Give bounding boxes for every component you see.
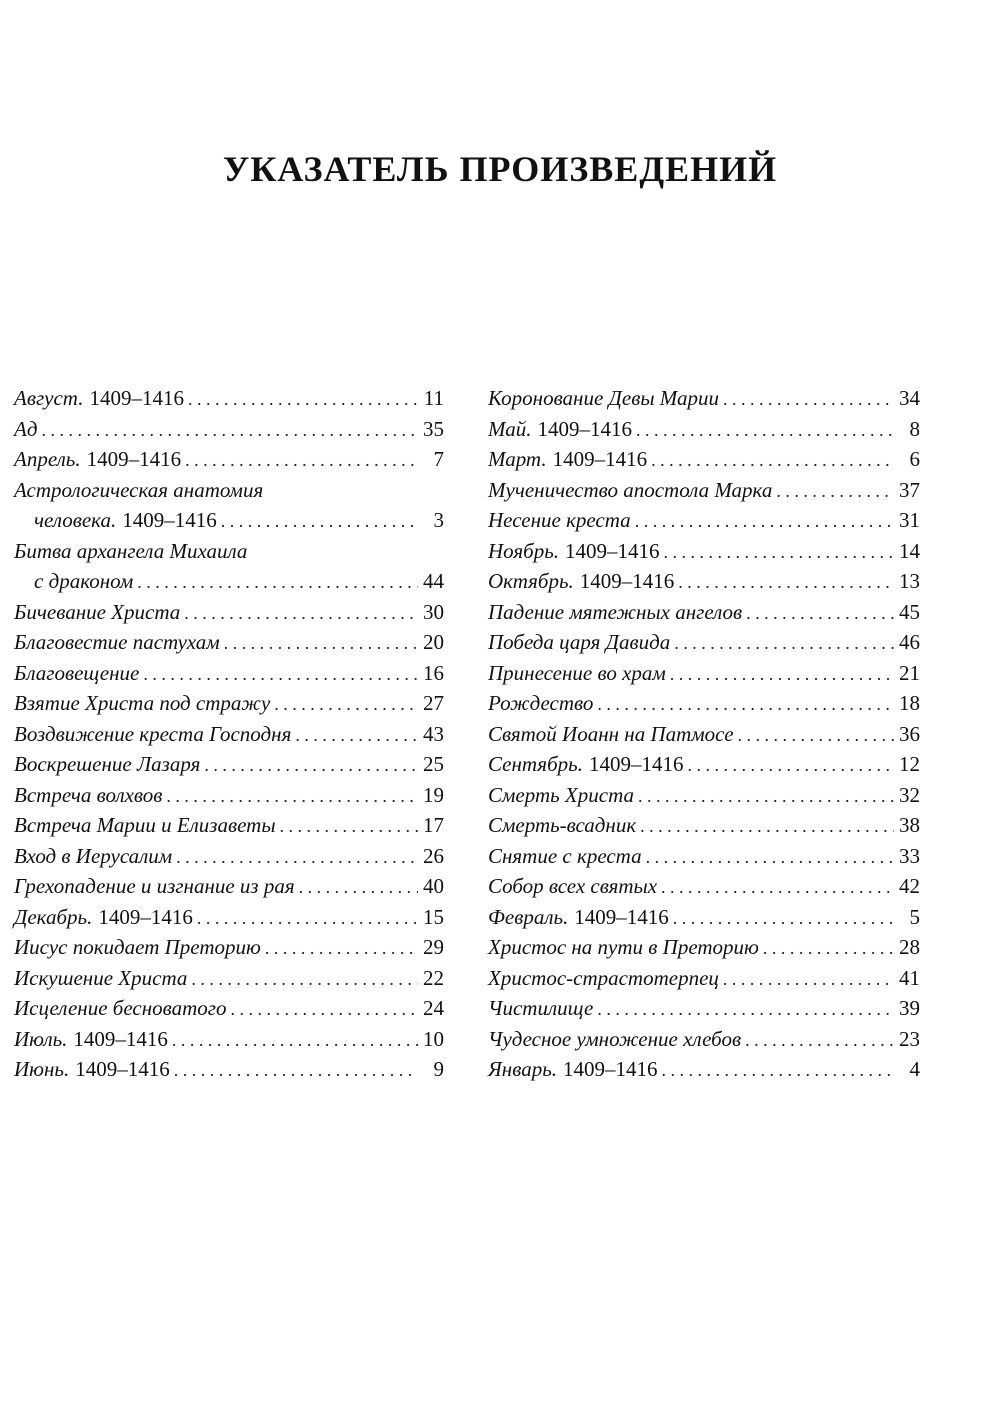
entry-title: Чудесное умножение хлебов (488, 1026, 742, 1051)
dot-leader (687, 750, 894, 781)
entry-page-number: 36 (899, 721, 920, 746)
dot-leader (674, 628, 894, 659)
index-entry (14, 993, 444, 1024)
dot-leader (763, 933, 894, 964)
dot-leader (174, 1055, 418, 1086)
index-entry (488, 780, 920, 811)
entry-page-number: 37 (899, 477, 920, 502)
entry-title: Несение креста (488, 508, 631, 532)
dot-leader (597, 689, 894, 720)
entry-year: 1409–1416 (89, 386, 184, 410)
entry-title: Октябрь. (488, 569, 574, 593)
index-entry (488, 597, 920, 628)
entry-page-number: 33 (899, 843, 920, 868)
dot-leader (166, 781, 418, 812)
index-entry (14, 475, 444, 536)
dot-leader (745, 1025, 894, 1056)
index-column-right (488, 383, 920, 1085)
entry-title: Взятие Христа под стражу (14, 691, 271, 715)
entry-page-number: 25 (423, 752, 444, 776)
dot-leader (265, 933, 418, 964)
index-entry (14, 810, 444, 841)
entry-title: Февраль. (488, 904, 569, 929)
entry-page-number: 27 (423, 691, 444, 715)
dot-leader (191, 964, 418, 995)
entry-title: Март. (488, 447, 547, 471)
index-entry (14, 536, 444, 597)
entry-title: Святой Иоанн на Патмосе (488, 721, 734, 746)
entry-title: Иисус покидает Преторию (14, 935, 261, 959)
index-entry (14, 658, 444, 689)
dot-leader (137, 567, 418, 598)
entry-page-number: 39 (899, 996, 920, 1020)
index-entry (488, 902, 920, 933)
dot-leader (224, 628, 418, 659)
entry-title: Мученичество апостола Марка (488, 477, 773, 502)
index-entry (488, 841, 920, 872)
entry-page-number: 4 (909, 1057, 920, 1081)
entry-year: 1409–1416 (579, 569, 675, 593)
entry-year: 1409–1416 (537, 416, 632, 441)
entry-page-number: 22 (423, 965, 444, 990)
entry-title: Июль. (14, 1026, 68, 1051)
entry-page-number: 9 (433, 1057, 444, 1081)
entry-page-number: 46 (899, 630, 920, 654)
entry-title: Благовещение (14, 660, 140, 685)
index-entry (488, 871, 920, 902)
dot-leader (204, 750, 418, 781)
entry-title: Рождество (488, 691, 594, 715)
dot-leader (197, 903, 418, 934)
entry-page-number: 11 (423, 386, 444, 410)
index-entry (488, 536, 920, 567)
dot-leader (746, 598, 894, 629)
entry-page-number: 14 (899, 538, 920, 563)
index-entry (488, 749, 920, 780)
dot-leader (640, 811, 894, 842)
index-entry (488, 810, 920, 841)
index-entry (14, 963, 444, 994)
entry-page-number: 29 (423, 935, 444, 959)
dot-leader (230, 994, 418, 1025)
dot-leader (172, 1025, 418, 1056)
index-entry (488, 963, 920, 994)
entry-title-continued: человека. (34, 508, 117, 532)
dot-leader (280, 811, 418, 842)
entry-year: 1409–1416 (73, 1026, 168, 1051)
entry-year: 1409–1416 (75, 1057, 170, 1081)
entry-page-number: 3 (433, 508, 444, 532)
entry-title: Воздвижение креста Господня (14, 721, 292, 746)
entry-title: Чистилище (488, 996, 594, 1020)
dot-leader (41, 415, 418, 446)
index-entry (14, 719, 444, 750)
entry-title: Вход в Иерусалим (14, 843, 173, 868)
entry-page-number: 45 (899, 599, 920, 624)
entry-title: Воскрешение Лазаря (14, 752, 201, 776)
dot-leader (738, 720, 894, 751)
index-entry (488, 383, 920, 414)
entry-title: Август. (14, 386, 84, 410)
entry-title-continued: с драконом (34, 569, 134, 593)
index-entry (14, 871, 444, 902)
dot-leader (176, 842, 418, 873)
dot-leader (295, 720, 418, 751)
entry-page-number: 7 (433, 447, 444, 471)
entry-page-number: 13 (899, 569, 920, 593)
index-entry (488, 1054, 920, 1085)
index-entry (14, 932, 444, 963)
entry-title: Падение мятежных ангелов (488, 599, 743, 624)
entry-year: 1409–1416 (574, 904, 669, 929)
entry-title: Принесение во храм (488, 660, 666, 685)
entry-title: Коронование Девы Марии (488, 386, 719, 410)
entry-title: Победа царя Давида (488, 630, 671, 654)
index-entry (14, 841, 444, 872)
entry-title: Собор всех святых (488, 874, 658, 898)
entry-title: Христос-страстотерпец (488, 965, 719, 990)
dot-leader (723, 964, 894, 995)
entry-title: Ноябрь. (488, 538, 560, 563)
entry-title: Июнь. (14, 1057, 70, 1081)
index-entry (14, 627, 444, 658)
page-title: УКАЗАТЕЛЬ ПРОИЗВЕДЕНИЙ (222, 149, 778, 189)
index-entry (14, 383, 444, 414)
entry-page-number: 30 (423, 599, 444, 624)
dot-leader (188, 384, 418, 415)
index-entry (488, 932, 920, 963)
dot-leader (678, 567, 894, 598)
entry-title: Христос на пути в Преторию (488, 935, 759, 959)
entry-page-number: 5 (909, 904, 920, 929)
dot-leader (651, 445, 894, 476)
index-entry (14, 414, 444, 445)
entry-page-number: 41 (899, 965, 920, 990)
entry-title: Искушение Христа (14, 965, 188, 990)
index-entry (488, 1024, 920, 1055)
entry-title: Смерть Христа (488, 782, 634, 807)
dot-leader (597, 994, 894, 1025)
entry-page-number: 44 (423, 569, 444, 593)
entry-page-number: 8 (909, 416, 920, 441)
entry-title: Снятие с креста (488, 843, 642, 868)
entry-title: Битва архангела Михаила (14, 538, 248, 563)
index-entry (488, 627, 920, 658)
entry-page-number: 35 (423, 416, 444, 441)
dot-leader (673, 903, 894, 934)
entry-page-number: 28 (899, 935, 920, 959)
entry-page-number: 42 (899, 874, 920, 898)
index-entry (488, 566, 920, 597)
dot-leader (299, 872, 418, 903)
entry-page-number: 6 (909, 447, 920, 471)
dot-leader (723, 384, 894, 415)
entry-year: 1409–1416 (552, 447, 648, 471)
entry-title: Январь. (488, 1057, 557, 1081)
entry-page-number: 18 (899, 691, 920, 715)
entry-page-number: 31 (899, 508, 920, 532)
entry-year: 1409–1416 (563, 1057, 658, 1081)
entry-title: Ад (14, 416, 38, 441)
entry-year: 1409–1416 (122, 508, 217, 532)
dot-leader (143, 659, 418, 690)
index-entry (14, 1024, 444, 1055)
dot-leader (274, 689, 418, 720)
dot-leader (670, 659, 894, 690)
dot-leader (661, 872, 894, 903)
dot-leader (646, 842, 894, 873)
dot-leader (636, 415, 894, 446)
index-entry (488, 993, 920, 1024)
dot-leader (776, 476, 894, 507)
entry-title: Встреча волхвов (14, 782, 163, 807)
entry-title: Благовестие пастухам (14, 630, 220, 654)
entry-title: Май. (488, 416, 532, 441)
entry-title: Декабрь. (14, 904, 93, 929)
entry-page-number: 17 (423, 813, 444, 837)
entry-page-number: 15 (423, 904, 444, 929)
index-entry (14, 444, 444, 475)
entry-page-number: 21 (899, 660, 920, 685)
dot-leader (635, 506, 894, 537)
index-column-left (14, 383, 444, 1085)
entry-title: Астрологическая анатомия (14, 477, 264, 502)
entry-page-number: 38 (899, 813, 920, 837)
entry-title: Апрель. (14, 447, 81, 471)
entry-year: 1409–1416 (588, 752, 684, 776)
entry-page-number: 32 (899, 782, 920, 807)
entry-title: Исцеление бесноватого (14, 996, 227, 1020)
entry-page-number: 34 (899, 386, 920, 410)
index-entry (488, 414, 920, 445)
entry-title: Встреча Марии и Елизаветы (14, 813, 276, 837)
entry-title: Грехопадение и изгнание из рая (14, 874, 295, 898)
entry-title: Бичевание Христа (14, 599, 181, 624)
dot-leader (664, 537, 894, 568)
entry-page-number: 16 (423, 660, 444, 685)
entry-page-number: 20 (423, 630, 444, 654)
index-entry (488, 475, 920, 506)
index-entry (14, 1054, 444, 1085)
entry-page-number: 23 (899, 1026, 920, 1051)
entry-page-number: 12 (899, 752, 920, 776)
entry-year: 1409–1416 (98, 904, 193, 929)
dot-leader (221, 506, 418, 537)
dot-leader (638, 781, 894, 812)
entry-year: 1409–1416 (565, 538, 660, 563)
entry-title: Сентябрь. (488, 752, 583, 776)
dot-leader (185, 445, 418, 476)
index-entry (488, 719, 920, 750)
index-entry (488, 444, 920, 475)
dot-leader (184, 598, 418, 629)
index-entry (14, 597, 444, 628)
entry-title: Смерть-всадник (488, 813, 637, 837)
entry-page-number: 10 (423, 1026, 444, 1051)
entry-year: 1409–1416 (86, 447, 182, 471)
index-entry (488, 688, 920, 719)
index-entry (14, 688, 444, 719)
index-entry (14, 780, 444, 811)
entry-page-number: 40 (423, 874, 444, 898)
entry-page-number: 26 (423, 843, 444, 868)
entry-page-number: 43 (423, 721, 444, 746)
dot-leader (662, 1055, 895, 1086)
index-entry (14, 749, 444, 780)
entry-page-number: 19 (423, 782, 444, 807)
index-entry (488, 658, 920, 689)
index-entry (14, 902, 444, 933)
index-entry (488, 505, 920, 536)
entry-page-number: 24 (423, 996, 444, 1020)
